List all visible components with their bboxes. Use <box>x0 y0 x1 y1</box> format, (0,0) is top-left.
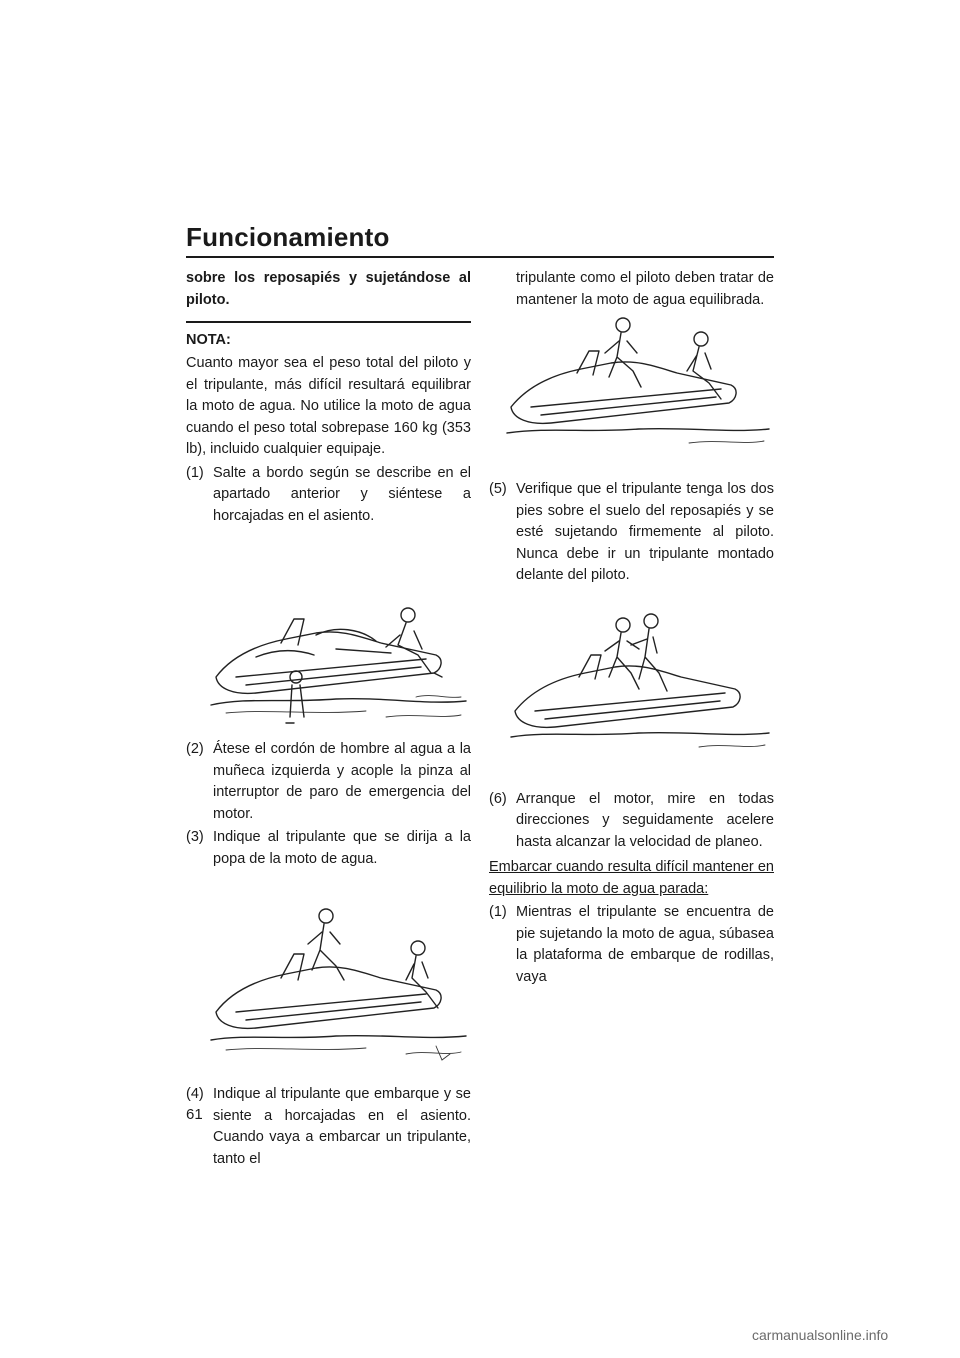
left-column <box>186 268 471 1170</box>
nota-text: Cuanto mayor sea el peso total del piloto y el tripulante, más difícil resultará equilibrar la moto de agua. No utilice la moto de agua cuando el peso total sobrepase 160 kg (353 lb), incluido cualquier equipaje. <box>186 355 471 457</box>
step-item <box>186 739 471 825</box>
step-number: (6) <box>489 790 507 807</box>
step-number: (4) <box>186 1086 204 1102</box>
illustration-two-riders <box>489 587 774 787</box>
step-text: Mientras el tripulante se encuentra de pie sujetando la moto de agua, súbasea la plataforma de embarque de rodillas, vaya <box>516 904 774 985</box>
illustration-passenger-boarding <box>489 311 774 477</box>
step-item <box>489 479 774 587</box>
step-text: Verifique que el tripulante tenga los dos pies sobre el suelo del reposapiés y se esté sujetando firmemente al piloto. Nunca debe ir un tripulante montado delante del piloto. <box>516 481 774 583</box>
step-number: (5) <box>489 481 507 497</box>
step-item <box>489 789 774 854</box>
title-divider <box>186 256 774 258</box>
step-number: (1) <box>489 904 507 920</box>
page-title: Funcionamiento <box>186 222 390 252</box>
step-number: (3) <box>186 829 204 845</box>
continuation-text: tripulante como el piloto deben tratar de mantener la moto de agua equilibrada. <box>516 270 774 308</box>
nota-label: NOTA: <box>186 331 231 348</box>
step-item <box>489 902 774 988</box>
step-text: Átese el cordón de hombre al agua a la muñeca izquierda y acople la pinza al interruptor de paro de emergencia del motor. <box>213 741 471 822</box>
step-item <box>186 1084 471 1170</box>
step-item <box>186 463 471 528</box>
illustration-boarding-stern <box>186 527 471 737</box>
right-column <box>489 268 774 988</box>
step-number: (1) <box>186 464 204 481</box>
section-subheading: Embarcar cuando resulta difícil mantener en equilibrio la moto de agua parada: <box>489 859 774 897</box>
step-text: Salte a bordo según se describe en el apartado anterior y siéntese a horcajadas en el asiento. <box>213 464 471 524</box>
step-text: Arranque el motor, mire en todas direcciones y seguidamente acelere hasta alcanzar la velocidad de planeo. <box>516 790 774 850</box>
step-number: (2) <box>186 741 204 757</box>
illustration-passenger-at-stern <box>186 870 471 1082</box>
step-text: Indique al tripulante que embarque y se siente a horcajadas en el asiento. Cuando vaya a embarcar un tripulante, tanto el <box>213 1086 471 1167</box>
step-item <box>186 827 471 870</box>
step-text: Indique al tripulante que se dirija a la popa de la moto de agua. <box>213 829 471 867</box>
watermark: carmanualsonline.info <box>752 1327 889 1343</box>
nota-divider <box>186 321 471 323</box>
intro-bold-text: sobre los reposapiés y sujetándose al piloto. <box>186 270 471 308</box>
page-number: 61 <box>186 1106 203 1123</box>
